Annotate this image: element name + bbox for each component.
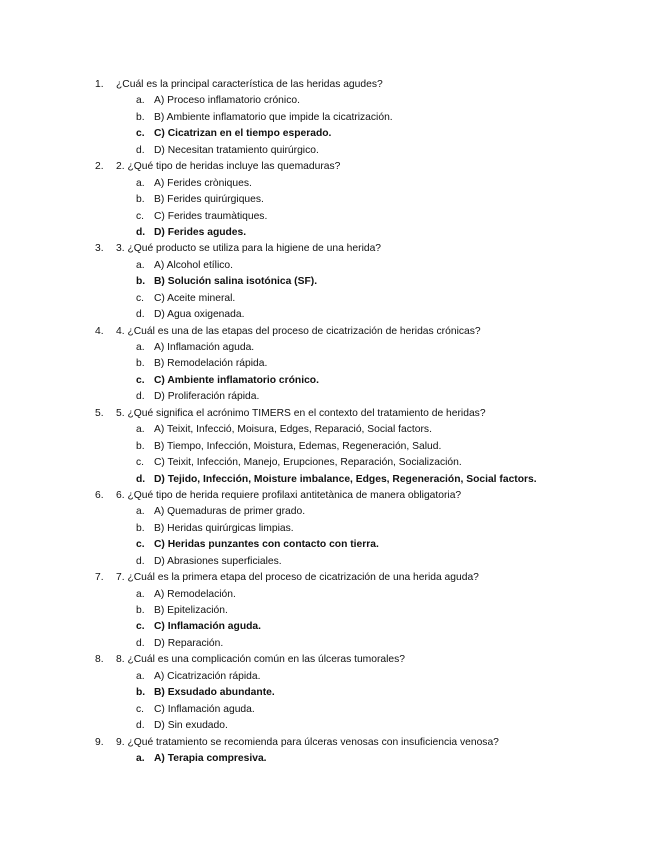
option-text: C) Heridas punzantes con contacto con tierra. — [154, 539, 379, 551]
option-row-correct — [0, 751, 655, 767]
option-letter: a. — [136, 424, 145, 436]
option-letter: d. — [136, 720, 145, 732]
question-list — [0, 77, 655, 767]
question-number: 6. — [95, 489, 104, 501]
question-item — [0, 77, 655, 159]
option-row — [0, 702, 655, 718]
question-row — [0, 652, 655, 668]
option-row — [0, 143, 655, 159]
option-row-correct — [0, 619, 655, 635]
option-letter: b. — [136, 358, 145, 370]
option-row-correct — [0, 373, 655, 389]
option-row-correct — [0, 225, 655, 241]
option-letter: a. — [136, 752, 145, 764]
question-row — [0, 77, 655, 93]
question-item — [0, 406, 655, 488]
question-number: 1. — [95, 79, 104, 90]
option-row — [0, 176, 655, 192]
question-item — [0, 241, 655, 323]
question-text: 6. ¿Qué tipo de herida requiere profilaxi antitetànica de manera obligatoria? — [116, 489, 462, 501]
option-letter: b. — [136, 440, 145, 452]
option-row-correct — [0, 472, 655, 488]
option-row — [0, 93, 655, 109]
option-text: C) Ferides traumàtiques. — [154, 210, 268, 222]
option-row — [0, 110, 655, 126]
option-letter: b. — [136, 276, 146, 288]
option-letter: d. — [136, 637, 145, 649]
option-row — [0, 356, 655, 372]
option-text: B) Heridas quirúrgicas limpias. — [154, 522, 294, 534]
option-row — [0, 307, 655, 323]
option-text: A) Ferides cròniques. — [154, 177, 252, 189]
option-text: D) Necesitan tratamiento quirúrgico. — [154, 144, 319, 156]
option-row — [0, 718, 655, 734]
option-text: C) Inflamación aguda. — [154, 621, 261, 633]
option-letter: a. — [136, 588, 145, 600]
question-item — [0, 570, 655, 652]
option-letter: d. — [136, 144, 145, 156]
option-letter: d. — [136, 473, 146, 485]
option-letter: c. — [136, 457, 145, 469]
question-number: 2. — [95, 161, 104, 173]
question-row — [0, 735, 655, 751]
option-row — [0, 422, 655, 438]
question-row — [0, 488, 655, 504]
option-text: D) Ferides agudes. — [154, 226, 247, 238]
option-row — [0, 587, 655, 603]
option-row — [0, 521, 655, 537]
option-letter: d. — [136, 391, 145, 403]
option-row — [0, 554, 655, 570]
option-text: D) Abrasiones superficiales. — [154, 555, 282, 567]
option-row-correct — [0, 685, 655, 701]
option-letter: a. — [136, 670, 145, 682]
option-text: A) Terapia compresiva. — [154, 752, 267, 764]
option-letter: c. — [136, 374, 145, 386]
option-letter: a. — [136, 342, 145, 353]
question-number: 9. — [95, 736, 104, 748]
option-row — [0, 439, 655, 455]
question-text: 4. ¿Cuál es una de las etapas del proceso de cicatrización de heridas crónicas? — [116, 325, 481, 337]
option-text: C) Teixit, Infección, Manejo, Erupciones, Reparación, Socialización. — [154, 457, 462, 469]
option-text: B) Exsudado abundante. — [154, 687, 275, 699]
option-text: A) Quemaduras de primer grado. — [154, 506, 306, 518]
option-text: B) Tiempo, Infección, Moistura, Edemas, Regeneración, Salud. — [154, 440, 442, 452]
option-text: D) Agua oxigenada. — [154, 309, 245, 321]
question-item — [0, 735, 655, 768]
question-text: 3. ¿Qué producto se utiliza para la higiene de una herida? — [116, 243, 382, 255]
option-letter: c. — [136, 621, 145, 633]
option-text: A) Remodelación. — [154, 588, 236, 600]
question-item — [0, 159, 655, 241]
option-row-correct — [0, 126, 655, 142]
option-text: C) Aceite mineral. — [154, 292, 236, 304]
option-text: A) Inflamación aguda. — [154, 342, 255, 353]
question-item — [0, 488, 655, 570]
option-text: C) Inflamación aguda. — [154, 703, 255, 715]
question-number: 3. — [95, 243, 104, 255]
option-row — [0, 192, 655, 208]
option-letter: b. — [136, 194, 145, 206]
option-text: C) Ambiente inflamatorio crónico. — [154, 374, 319, 386]
option-row — [0, 291, 655, 307]
question-number: 7. — [95, 572, 104, 584]
question-row — [0, 406, 655, 422]
option-letter: d. — [136, 555, 145, 567]
question-text: 8. ¿Cuál es una complicación común en las úlceras tumorales? — [116, 654, 406, 666]
option-row — [0, 669, 655, 685]
question-item — [0, 324, 655, 406]
option-letter: b. — [136, 687, 146, 699]
question-number: 5. — [95, 407, 104, 419]
option-letter: a. — [136, 177, 145, 189]
option-row-correct — [0, 537, 655, 553]
question-text: 9. ¿Qué tratamiento se recomienda para úlceras venosas con insuficiencia venosa? — [116, 736, 499, 748]
option-row — [0, 603, 655, 619]
option-letter: d. — [136, 226, 146, 238]
option-text: D) Reparación. — [154, 637, 224, 649]
option-text: B) Ambiente inflamatorio que impide la cicatrización. — [154, 111, 393, 123]
option-row — [0, 258, 655, 274]
question-number: 8. — [95, 654, 104, 666]
option-text: A) Proceso inflamatorio crónico. — [154, 95, 300, 107]
option-letter: c. — [136, 703, 145, 715]
option-text: B) Ferides quirúrgiques. — [154, 194, 264, 206]
option-text: A) Cicatrización rápida. — [154, 670, 261, 682]
option-letter: b. — [136, 522, 145, 534]
question-text: 7. ¿Cuál es la primera etapa del proceso de cicatrización de una herida aguda? — [116, 572, 479, 584]
option-row — [0, 209, 655, 225]
question-text: 5. ¿Qué significa el acrónimo TIMERS en el contexto del tratamiento de heridas? — [116, 407, 486, 419]
question-row — [0, 159, 655, 175]
question-text: ¿Cuál es la principal característica de las heridas agudes? — [116, 79, 383, 90]
option-letter: b. — [136, 605, 145, 616]
option-text: B) Remodelación rápida. — [154, 358, 268, 370]
question-row — [0, 324, 655, 340]
option-row — [0, 504, 655, 520]
question-row — [0, 570, 655, 586]
question-row — [0, 241, 655, 257]
option-row — [0, 455, 655, 471]
question-item — [0, 652, 655, 734]
option-text: D) Sin exudado. — [154, 720, 228, 732]
option-text: B) Epitelización. — [154, 605, 228, 616]
question-text: 2. ¿Qué tipo de heridas incluye las quemaduras? — [116, 161, 341, 173]
option-letter: c. — [136, 539, 145, 551]
option-letter: a. — [136, 506, 145, 518]
option-row — [0, 636, 655, 652]
option-letter: d. — [136, 309, 145, 321]
option-text: D) Proliferación rápida. — [154, 391, 260, 403]
option-letter: c. — [136, 128, 145, 140]
option-row-correct — [0, 274, 655, 290]
option-letter: c. — [136, 292, 145, 304]
option-row — [0, 340, 655, 356]
option-text: D) Tejido, Infección, Moisture imbalance, Edges, Regeneración, Social factors. — [154, 473, 537, 485]
question-number: 4. — [95, 325, 104, 337]
option-text: B) Solución salina isotónica (SF). — [154, 276, 318, 288]
option-letter: c. — [136, 210, 145, 222]
option-text: A) Alcohol etílico. — [154, 259, 233, 271]
option-letter: a. — [136, 95, 145, 107]
option-letter: a. — [136, 259, 145, 271]
option-row — [0, 389, 655, 405]
option-text: C) Cicatrizan en el tiempo esperado. — [154, 128, 332, 140]
option-letter: b. — [136, 111, 145, 123]
option-text: A) Teixit, Infecció, Moisura, Edges, Reparació, Social factors. — [154, 424, 432, 436]
